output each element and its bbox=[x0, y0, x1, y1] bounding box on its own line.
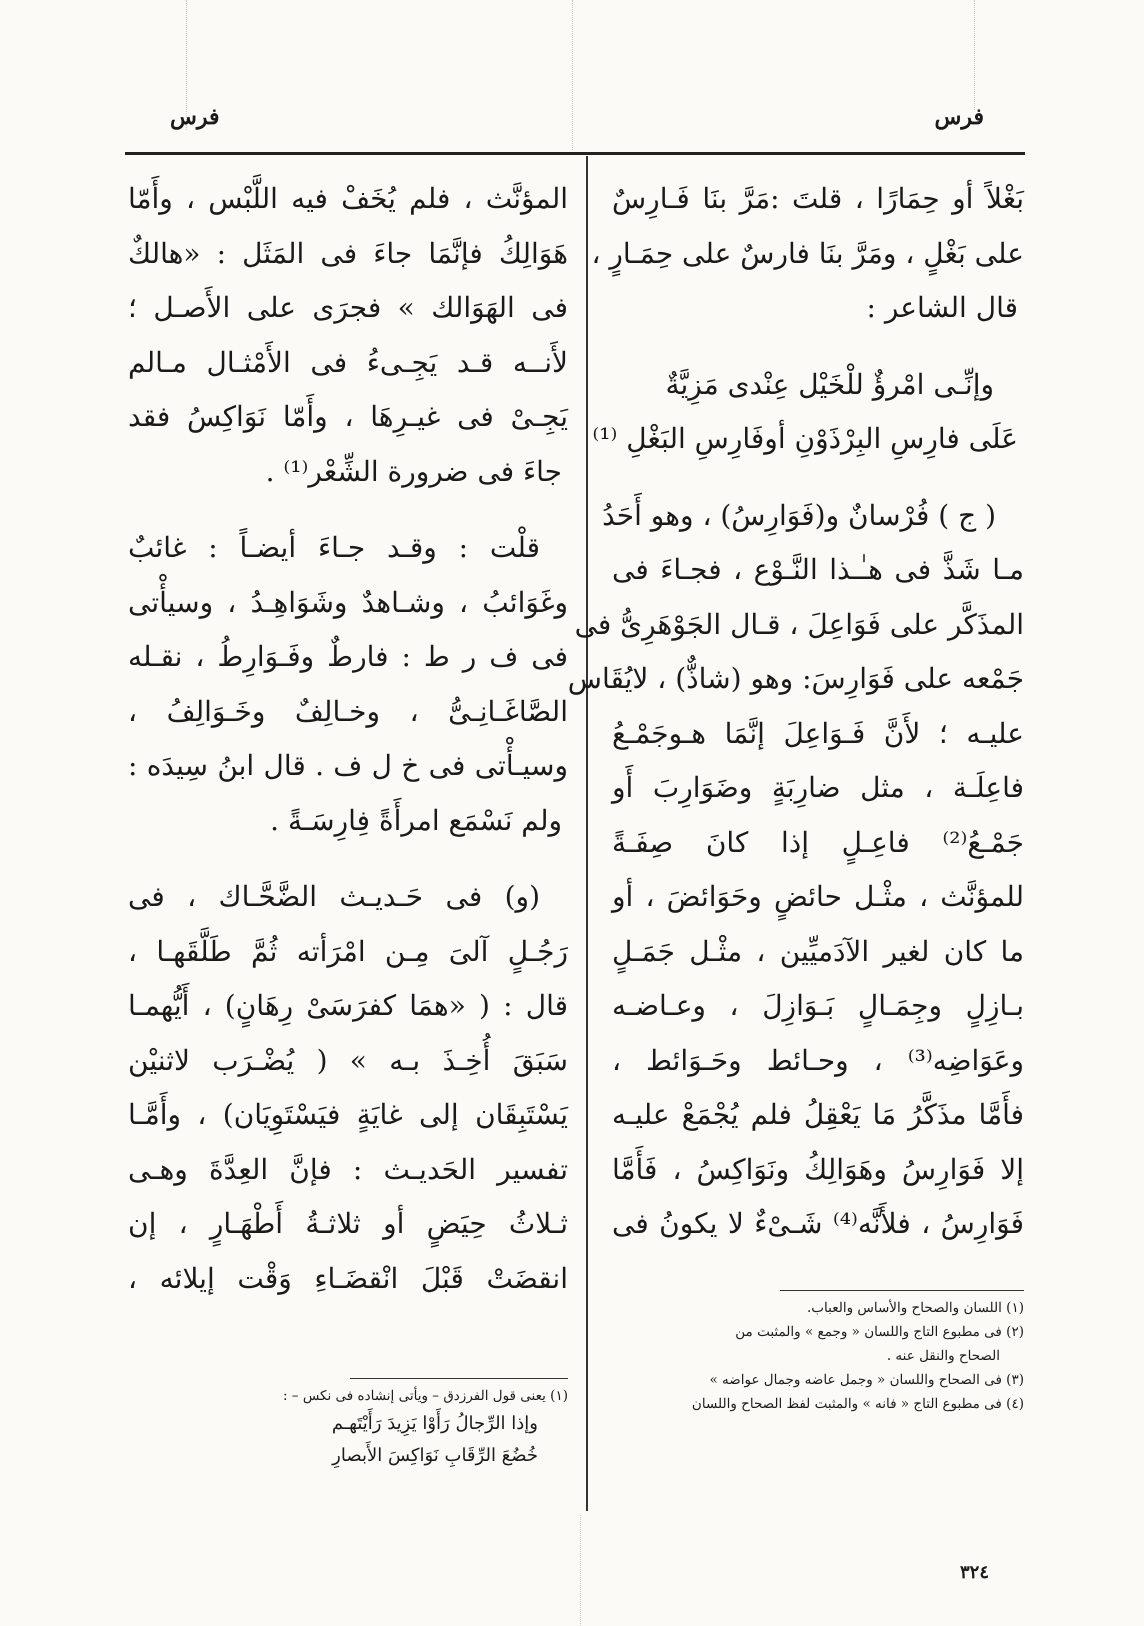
verse-line: عَلَى فارِسِ البِرْذَوْنِ أوفَارِسِ البَغْلِ ⁽¹⁾ bbox=[592, 422, 1018, 455]
scan-guide-line bbox=[974, 0, 975, 110]
text-line: بـازِلٍ وجِمَـالٍ بَـوَازِلَ ، وعـاضـه bbox=[612, 989, 1024, 1022]
text-line: ولم نَسْمَع امرأَةً فِارِسَـةً . bbox=[270, 803, 562, 837]
text-line: ( ج ) فُرْسانٌ و(فَوَارِسُ) ، وهو أَحَدُ bbox=[602, 498, 996, 532]
page-number: ٣٢٤ bbox=[960, 1562, 990, 1583]
footnote-line: (٤) فى مطبوع التاج « فانه » والمثبت لفظ الصحاح واللسان bbox=[691, 1396, 1024, 1412]
text-line: جَمْـعُ⁽²⁾ فاعِـلٍ إذا كانَ صِفَـةً bbox=[612, 825, 1024, 859]
text-line: هَوَالِكُ فإنَّمَا جاءَ فى المَثَل : «هالكٌ bbox=[128, 236, 568, 270]
text-line: عليـه ؛ لأَنَّ فَـوَاعِلَ إنَّمَا هـوجَمْـعُ bbox=[612, 716, 1024, 750]
text-line: جاءَ فى ضرورة الشِّعْر⁽¹⁾ . bbox=[265, 454, 562, 488]
header-rule bbox=[125, 152, 1025, 155]
text-line: على بَغْلٍ ، ومَرَّ بنَا فارسٌ على حِمَـارٍ ، bbox=[591, 236, 1024, 270]
footnote-verse: خُضُعَ الرِّقَابِ نَوَاكِسَ الأَبصارِ bbox=[332, 1445, 538, 1466]
text-line: قال الشاعر : bbox=[866, 291, 1018, 324]
text-line: وعَوَاضِه⁽³⁾ ، وحـائط وحَـوَائط ، bbox=[612, 1043, 1024, 1077]
right-column bbox=[567, 172, 1024, 1252]
text-line: للمؤنَّث ، مثْـل حائضٍ وحَوَائضَ ، أو bbox=[612, 880, 1024, 913]
text-line: يَسْتَبِقَان إلى غايَةٍ فيَسْتَوِيَان) ، وأَمَّـا bbox=[128, 1098, 568, 1131]
text-line: مـا شَذَّ فى هـٰـذا النَّـوْع ، فجـاءَ فى bbox=[612, 553, 1024, 586]
text-line: فى الهَوَالك » فجرَى على الأَصـل ؛ bbox=[128, 291, 568, 324]
text-line: فى ف ر ط : فارطٌ وفَـوَارِطُ ، نقـله bbox=[128, 640, 568, 673]
text-line: تفسير الحَديـث : فإنَّ العِدَّةَ وهـى bbox=[128, 1152, 568, 1186]
left-column bbox=[128, 172, 568, 1306]
text-line: الصَّاغَـانِـىُّ ، وخـالِفٌ وخَـوَالِفُ ، bbox=[128, 694, 568, 728]
text-line: وغَوَائبُ ، وشـاهدٌ وشَوَاهِـدُ ، وسيأْتى bbox=[128, 585, 568, 619]
scan-guide-line bbox=[580, 1515, 581, 1626]
footnote-line: الصحاح والنقل عنه . bbox=[886, 1348, 1000, 1364]
text-line: المذَكَّر على فَوَاعِلَ ، قـال الجَوْهَرِىُّ فى bbox=[574, 607, 1024, 641]
footnotes-right bbox=[612, 1296, 1024, 1416]
text-line: بَغْلاً أو حِمَارًا ، قلتَ :مَرَّ بنَا فَـارِسٌ bbox=[612, 182, 1024, 215]
text-line: ثـلاثُ حِيَضٍ أو ثلاثـةُ أَطْهَـارٍ ، إن bbox=[128, 1207, 568, 1240]
header-left-word: فرس bbox=[170, 104, 220, 130]
text-line: فأَمَّا مذَكَّرُ مَا يَعْقِلُ فلم يُجْمَعْ عليـه bbox=[612, 1098, 1024, 1131]
text-line: قلْت : وقـد جـاءَ أيضـاً : غائبٌ bbox=[128, 531, 540, 564]
footnote-line: (٣) فى الصحاح واللسان « وجمل عاضه وجمال عواضه » bbox=[709, 1372, 1024, 1388]
text-line: جَمْعه على فَوَارِسَ: وهو (شاذٌّ) ، لايُقَاس bbox=[567, 662, 1024, 695]
scan-guide-line bbox=[572, 0, 573, 150]
footnote-rule bbox=[350, 1378, 568, 1379]
text-line: لأَنــه قـد يَجِـىءُ فى الأَمْثـال مـالم bbox=[128, 345, 568, 379]
text-line: (و) فى حَـديـث الضَّحَّـاك ، فى bbox=[128, 880, 540, 913]
text-line: سَبَقَ أُخِـذَ بـه » ( يُضْـرَب لاثنيْن bbox=[128, 1043, 568, 1077]
text-line: يَجِـىْ فى غيـرِهَا ، وأَمّا نَوَاكِسُ فقد bbox=[128, 400, 568, 433]
text-line: فاعِلَـة ، مثل ضارِبَةٍ وضَوَارِبَ أَو bbox=[612, 771, 1024, 804]
text-line: ما كان لغير الآدَميِّين ، مثْـل جَمَـلٍ bbox=[612, 934, 1024, 968]
text-line: انقضَتْ قَبْلَ انْقضَـاءِ وَقْت إيلائه ، bbox=[128, 1261, 568, 1295]
text-line: وسيـأْتى فى خ ل ف . قال ابنُ سِيدَه : bbox=[128, 749, 568, 782]
text-line: رَجُـلٍ آلىَ مِـن امْرَأته ثُمَّ طَلَّقَهـا ، bbox=[128, 934, 568, 968]
footnote-verse: وإذا الرِّجالُ رَأَوْا يَزِيدَ رَأَيْتَهـم bbox=[331, 1413, 538, 1434]
footnote-line: (١) يعنى قول الفرزدق – ويأتى إنشاده فى نكس – : bbox=[282, 1388, 568, 1404]
footnote-rule bbox=[780, 1290, 1024, 1291]
text-line: قال : ( «همَا كفرَسَىْ رِهَانٍ) ، أَيُّهمـا bbox=[128, 989, 568, 1022]
text-line: إلا فَوَارِسُ وهَوَالِكُ ونَوَاكِسُ ، فَأَمَّا bbox=[612, 1152, 1024, 1186]
verse-line: وإنِّـى امْرؤٌ للْخَيْل عِنْدى مَزِيَّةٌ bbox=[665, 367, 994, 401]
text-line: المؤنَّث ، فلم يُخَفْ فيه اللَّبْس ، وأَمّا bbox=[128, 182, 568, 215]
text-line: فَوَارِسُ ، فلأَنَّه⁽⁴⁾ شَـىْءٌ لا يكونُ فى bbox=[612, 1207, 1024, 1240]
header-right-word: فرس bbox=[934, 104, 984, 130]
footnotes-left bbox=[130, 1384, 568, 1472]
footnote-line: (٢) فى مطبوع التاج واللسان « وجمع » والمثبت من bbox=[735, 1324, 1024, 1340]
footnote-line: (١) اللسان والصحاح والأساس والعباب. bbox=[807, 1300, 1024, 1316]
column-divider bbox=[586, 156, 588, 1511]
